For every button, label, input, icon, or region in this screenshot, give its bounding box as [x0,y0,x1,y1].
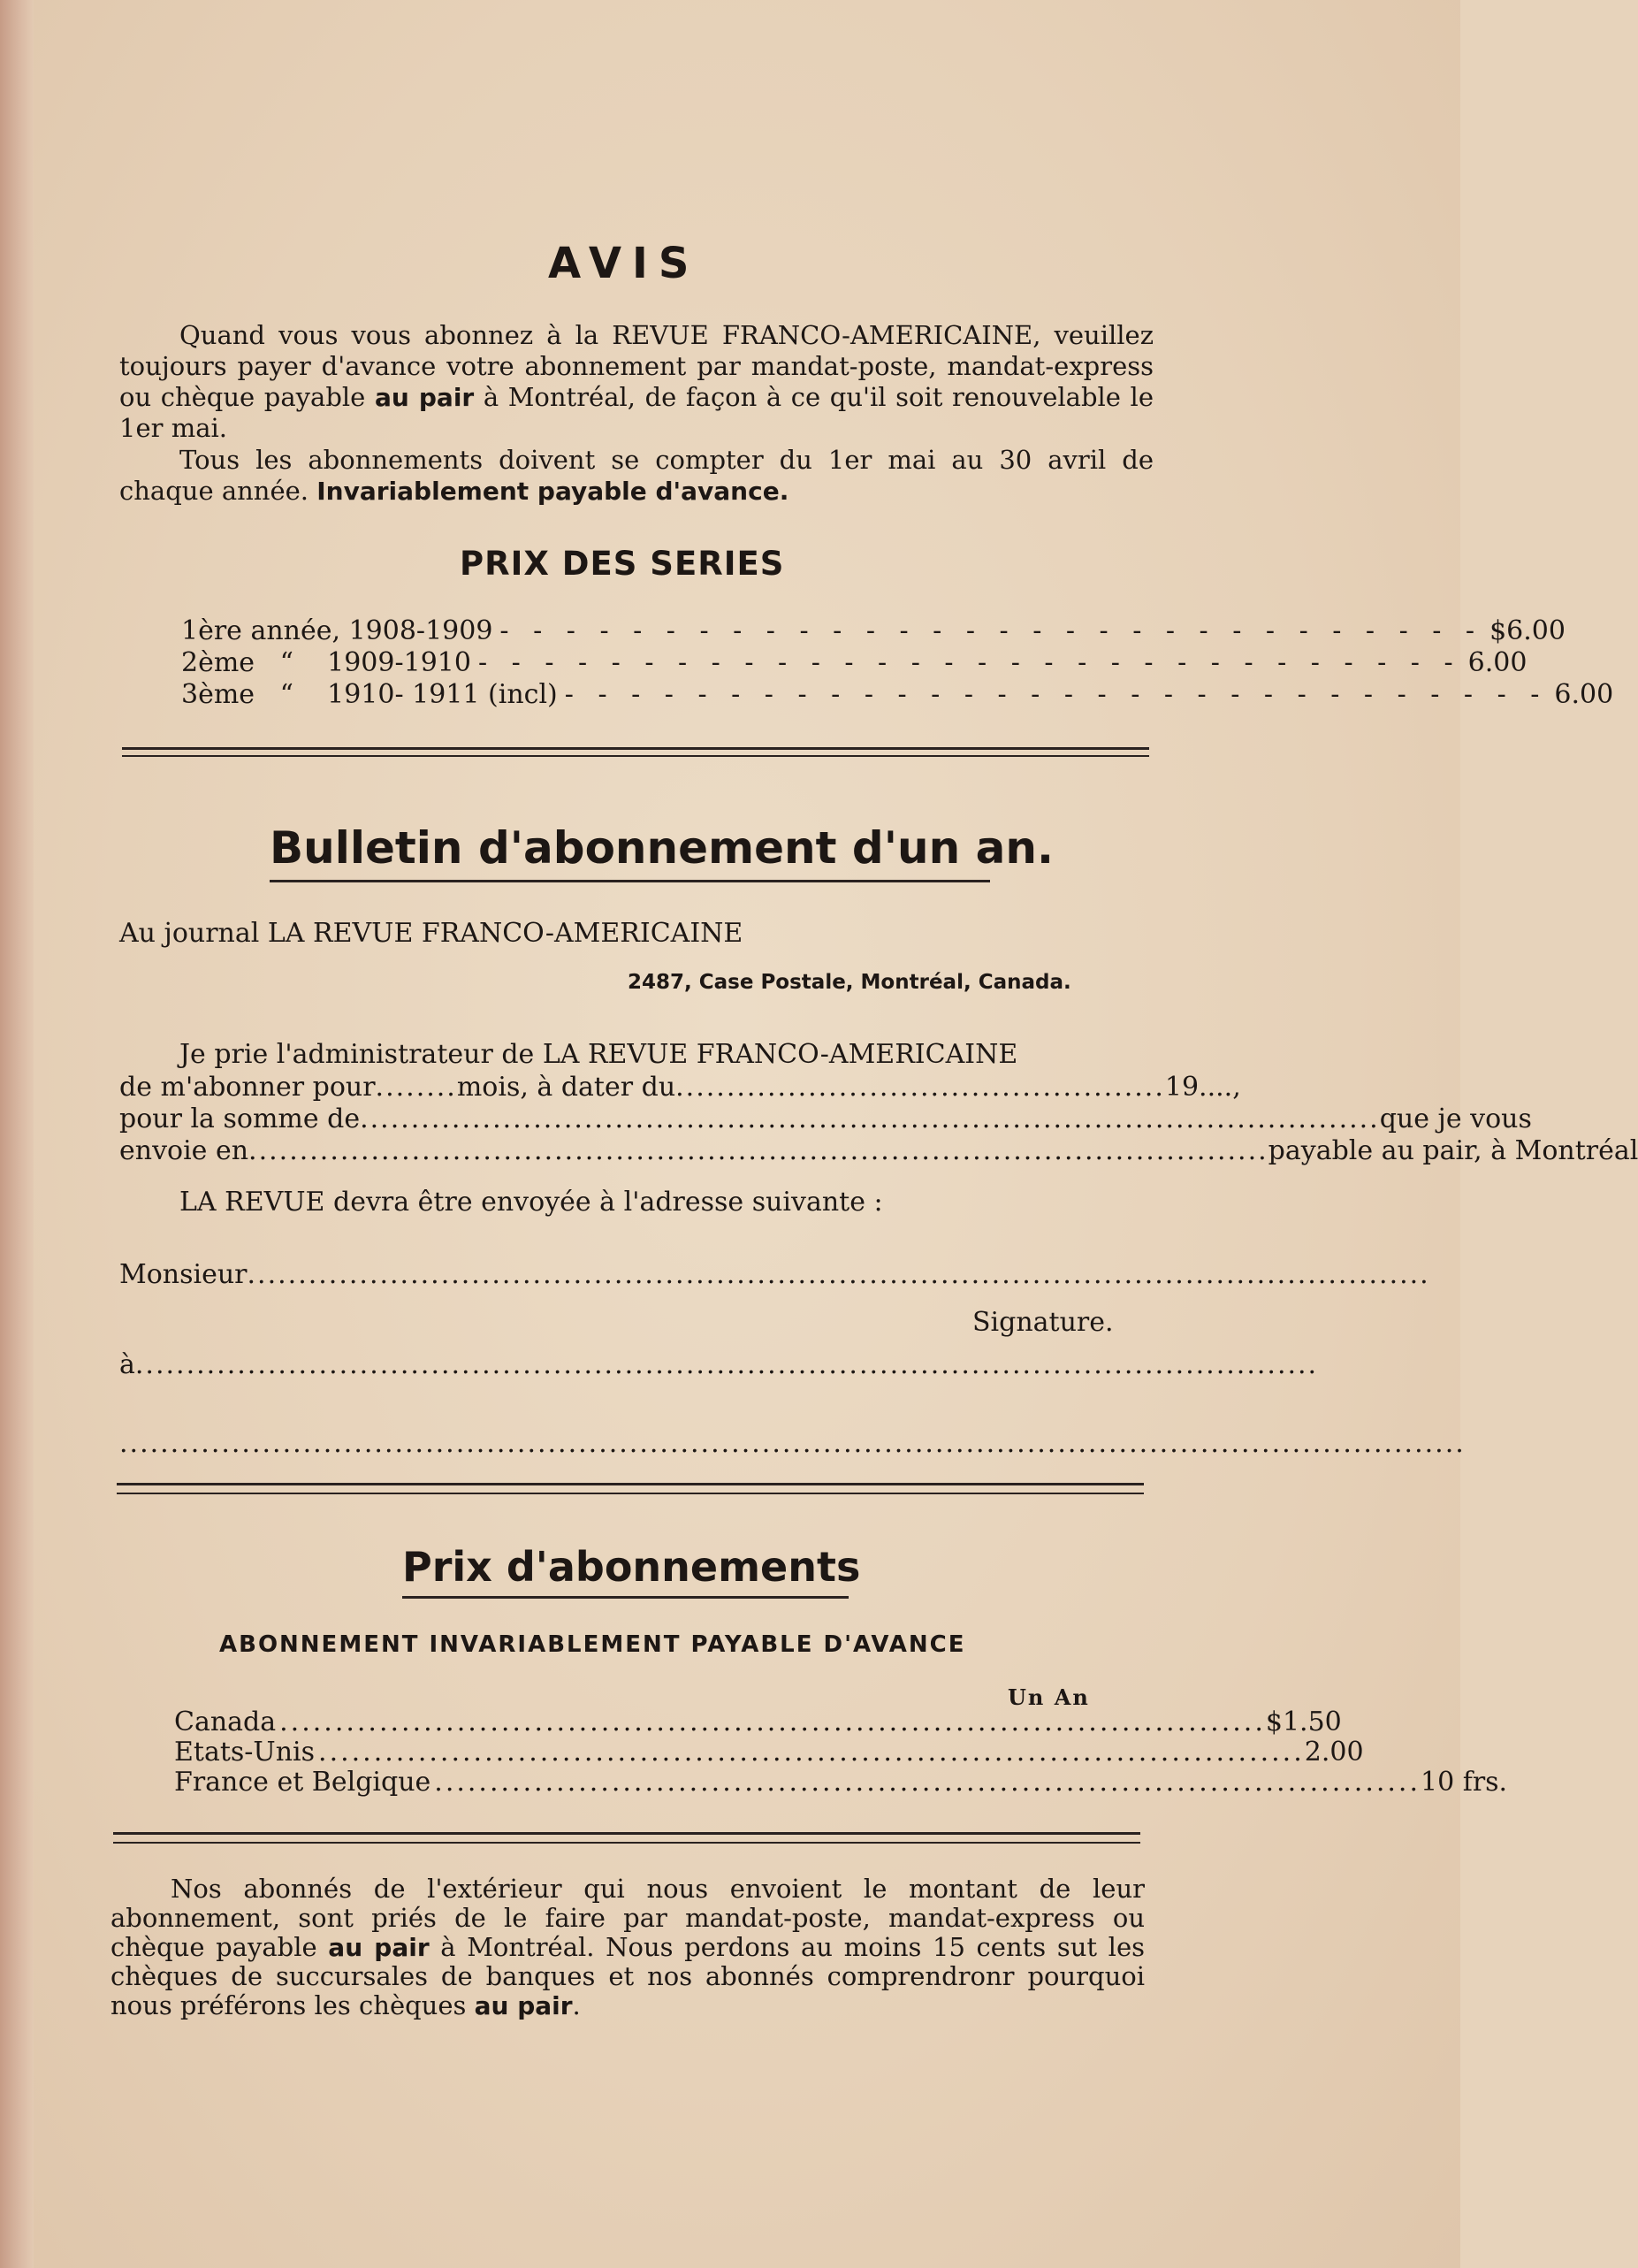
bulletin-title-underline [270,880,990,882]
double-rule-bottom [122,755,1149,757]
series-row-price: 6.00 [1554,679,1614,710]
bulletin-line2-dots: ........ [375,1072,457,1103]
bulletin-title: Bulletin d'abonnement d'un an. [270,822,1054,874]
series-row-price: $6.00 [1489,615,1566,646]
bulletin-line-3 [119,1103,1532,1135]
series-row-label: 1ère année, 1908-1909 [181,615,493,646]
series-row-leader: - - - - - - - - - - - - - - - - - - - - - - - - - - - - - - [477,647,1461,678]
avis-para2-text: Tous les abonnements doivent se compter du 1er mai au 30 avril de chaque année. [119,445,1154,506]
bulletin-line2-b: mois, à dater du [456,1072,676,1103]
abonnements-title: Prix d'abonnements [402,1543,861,1591]
bulletin-line3-dots: .................................................................................................... [360,1103,1380,1134]
footer-text-c: . [572,1990,581,2020]
bulletin-monsieur-dots: .................................................................................................................... [247,1259,1430,1290]
price-row-leader: ......................................................................................... [318,1737,1305,1768]
avis-paragraph-1 [119,320,1154,444]
avis-title: AVIS [548,239,700,288]
price-row-value: 10 frs. [1421,1767,1508,1798]
footer-text-a: Nos abonnés de l'extérieur qui nous envoient le montant de leur abonnement, sont priés de le faire par mandat-poste, mandat-express ou chèque payable [110,1874,1145,1962]
footer-note [110,1875,1145,2020]
series-row-leader: - - - - - - - - - - - - - - - - - - - - - - - - - - - - - - [564,679,1548,710]
series-row-label: 3ème “ 1910- 1911 (incl) [181,679,558,710]
avis-para1-bold: au pair [374,383,475,412]
bulletin-monsieur-label: Monsieur [119,1259,248,1290]
bulletin-line2-c: 19...., [1164,1072,1241,1103]
bulletin-a-line [119,1349,1319,1381]
abonnements-title-underline [402,1596,849,1599]
bulletin-line4-b: payable au pair, à Montréal [1268,1135,1638,1166]
bulletin-a-label: à [119,1349,135,1380]
bulletin-line-4 [119,1135,1638,1167]
double-rule-bottom [117,1493,1144,1494]
bulletin-line3-a: pour la somme de [119,1103,361,1134]
avis-para1-text-b: à Montréal, de façon à ce qu'il soit renouvelable le 1er mai. [119,382,1154,443]
price-row [174,1737,1364,1768]
double-rule-bottom [113,1842,1140,1844]
bulletin-blank-dots-line: .................................................................................................................................... [119,1428,1466,1459]
bulletin-line2-a: de m'abonner pour [119,1072,376,1103]
series-row [181,615,1566,647]
price-row-leader: ......................................................................................... [279,1707,1266,1737]
bulletin-line4-a: envoie en [119,1135,249,1166]
price-row [174,1707,1342,1737]
abonnements-subtitle: ABONNEMENT INVARIABLEMENT PAYABLE D'AVANCE [219,1631,966,1658]
price-row-label: Etats-Unis [174,1737,316,1768]
double-rule-top [122,747,1149,750]
double-rule-top [117,1483,1144,1485]
price-row-value: $1.50 [1265,1707,1342,1737]
bulletin-journal-line: Au journal LA REVUE FRANCO-AMERICAINE [119,918,743,949]
bulletin-signature: Signature. [972,1307,1114,1338]
page-binding-edge [0,0,34,2268]
series-row [181,647,1528,679]
double-rule-top [113,1832,1140,1835]
price-row-value: 2.00 [1304,1737,1364,1768]
avis-paragraph-2 [119,445,1154,507]
bulletin-line2-dots-b: ................................................ [675,1072,1165,1103]
price-row [174,1767,1508,1798]
price-row-label: France et Belgique [174,1767,431,1798]
bulletin-line-5: LA REVUE devra être envoyée à l'adresse suivante : [179,1187,883,1218]
footer-text-b: à Montréal. Nous perdons au moins 15 cents sut les chèques de succursales de banques et nos abonnés comprendronr pourquoi nous préférons les chèques [110,1932,1145,2020]
bulletin-line-1: Je prie l'administrateur de LA REVUE FRANCO-AMERICAINE [179,1039,1018,1070]
series-row-label: 2ème “ 1909-1910 [181,647,471,678]
bulletin-line-2 [119,1072,1241,1103]
series-row-leader: - - - - - - - - - - - - - - - - - - - - - - - - - - - - - - [499,615,1483,646]
price-row-label: Canada [174,1707,277,1737]
avis-para2-bold: Invariablement payable d'avance. [316,477,789,506]
avis-para1-text-a: Quand vous vous abonnez à la REVUE FRANCO-AMERICAINE, veuillez toujours payer d'avance votre abonnement par mandat-poste, mandat-express ou chèque payable [119,320,1154,412]
footer-bold-1: au pair [328,1933,430,1962]
series-row [181,679,1614,711]
abonnements-column-header: Un An [1008,1684,1090,1710]
footer-bold-2: au pair [474,1991,573,2020]
bulletin-line4-dots: .................................................................................................... [248,1135,1268,1166]
series-title: PRIX DES SERIES [460,545,785,583]
series-row-price: 6.00 [1467,647,1528,678]
bulletin-a-dots: .................................................................................................................... [134,1349,1319,1380]
bulletin-line3-b: que je vous [1379,1103,1532,1134]
price-row-leader: ......................................................................................... [434,1767,1421,1798]
bulletin-monsieur-line [119,1259,1430,1291]
bulletin-address: 2487, Case Postale, Montréal, Canada. [628,971,1071,994]
